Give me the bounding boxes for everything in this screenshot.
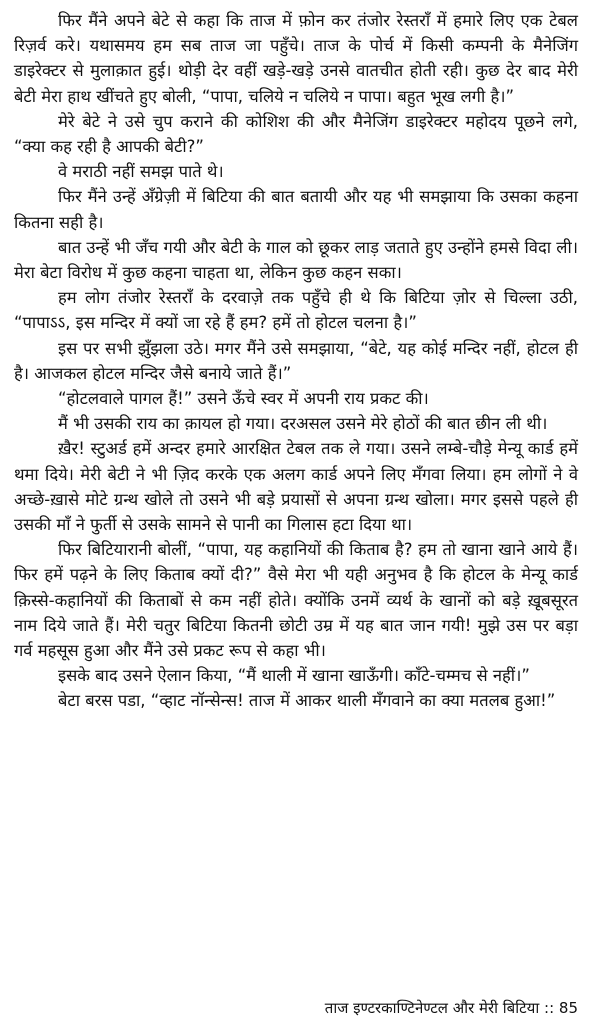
paragraph-10: ख़ैर! स्टुअर्ड हमें अन्दर हमारे आरक्षित टेबल तक ले गया। उसने लम्बे-चौड़े मेन्यू कार्ड हमें थमा दिये। मेरी बेटी ने भी ज़िद करके एक अलग कार्ड अपने लिए मँगवा लिया। हम लोगों ने वे अच्छे-ख़ासे मोटे ग्रन्थ खोले तो उसने भी बड़े प्रयासों से अपना ग्रन्थ खोला। मगर इससे पहले ही उसकी माँ ने फुर्ती से उसके सामने से पानी का गिलास हटा दिया था। bbox=[14, 439, 578, 535]
paragraph-7: इस पर सभी झुँझला उठे। मगर मैंने उसे समझाया, “बेटे, यह कोई मन्दिर नहीं, होटल ही है। आजकल होटल मन्दिर जैसे बनाये जाते हैं।” bbox=[14, 338, 578, 383]
paragraph-4: फिर मैंने उन्हें अँग्रेज़ी में बिटिया की बात बतायी और यह भी समझाया कि उसका कहना कितना सही है। bbox=[14, 187, 578, 232]
running-title: ताज इण्टरकाण्टिनेण्टल और मेरी बिटिया bbox=[324, 999, 540, 1017]
paragraph-12: इसके बाद उसने ऐलान किया, “मैं थाली में खाना खाऊँगी। काँटे-चम्मच से नहीं।” bbox=[58, 666, 530, 686]
paragraph-9: मैं भी उसकी राय का क़ायल हो गया। दरअसल उसने मेरे होठों की बात छीन ली थी। bbox=[58, 414, 548, 434]
page-footer bbox=[325, 998, 578, 1018]
body-text bbox=[14, 8, 578, 714]
paragraph-8: “होटलवाले पागल हैं!” उसने ऊँचे स्वर में अपनी राय प्रकट की। bbox=[58, 389, 429, 409]
paragraph-2: मेरे बेटे ने उसे चुप कराने की कोशिश की और मैनेजिंग डाइरेक्टर महोदय पूछने लगे, “क्या कह रही है आपकी बेटी?” bbox=[14, 111, 578, 157]
paragraph-6: हम लोग तंजोर रेस्तराँ के दरवाज़े तक पहुँचे ही थे कि बिटिया ज़ोर से चिल्ला उठी, “पापाऽऽ, इस मन्दिर में क्यों जा रहे हैं हम? हमें तो होटल चलना है।” bbox=[14, 288, 578, 333]
paragraph-13: बेटा बरस पडा, “व्हाट नॉन्सेन्स! ताज में आकर थाली मँगवाने का क्या मतलब हुआ!” bbox=[58, 691, 556, 711]
paragraph-3: वे मराठी नहीं समझ पाते थे। bbox=[58, 162, 224, 182]
paragraph-11: फिर बिटियारानी बोलीं, “पापा, यह कहानियों की किताब है? हम तो खाना खाने आये हैं। फिर हमें पढ़ने के लिए किताब क्यों दी?” वैसे मेरा भी यही अनुभव है कि होटल के मेन्यू कार्ड क़िस्से-कहानियों की किताबों से कम नहीं होते। क्योंकि उनमें व्यर्थ के खानों को बड़े ख़ूबसूरत नाम दिये जाते हैं। मेरी चतुर बिटिया कितनी छोटी उम्र में यह बात जान गयी! मुझे उस पर बड़ा गर्व महसूस हुआ और मैंने उसे प्रकट रूप से कहा भी। bbox=[14, 540, 578, 661]
paragraph-1: फिर मैंने अपने बेटे से कहा कि ताज में फ़ोन कर तंजोर रेस्तराँ में हमारे लिए एक टेबल रिज़र्व करे। यथासमय हम सब ताज जा पहुँचे। ताज के पोर्च में किसी कम्पनी के मैनेजिंग डाइरेक्टर से मुलाक़ात हुई। थोड़ी देर वहीं खड़े-खड़े उनसे वातचीत होती रही। कुछ देर बाद मेरी बेटी मेरा हाथ खींचते हुए बोली, “पापा, चलिये न चलिये न पापा। बहुत भूख लगी है।” bbox=[14, 11, 578, 106]
paragraph-5: बात उन्हें भी जँच गयी और बेटी के गाल को छूकर लाड़ जताते हुए उन्होंने हमसे विदा ली। मेरा बेटा विरोध में कुछ कहना चाहता था, लेकिन कुछ कहन सका। bbox=[14, 237, 578, 283]
footer-separator: :: bbox=[544, 999, 555, 1017]
page-number: 85 bbox=[558, 999, 578, 1017]
